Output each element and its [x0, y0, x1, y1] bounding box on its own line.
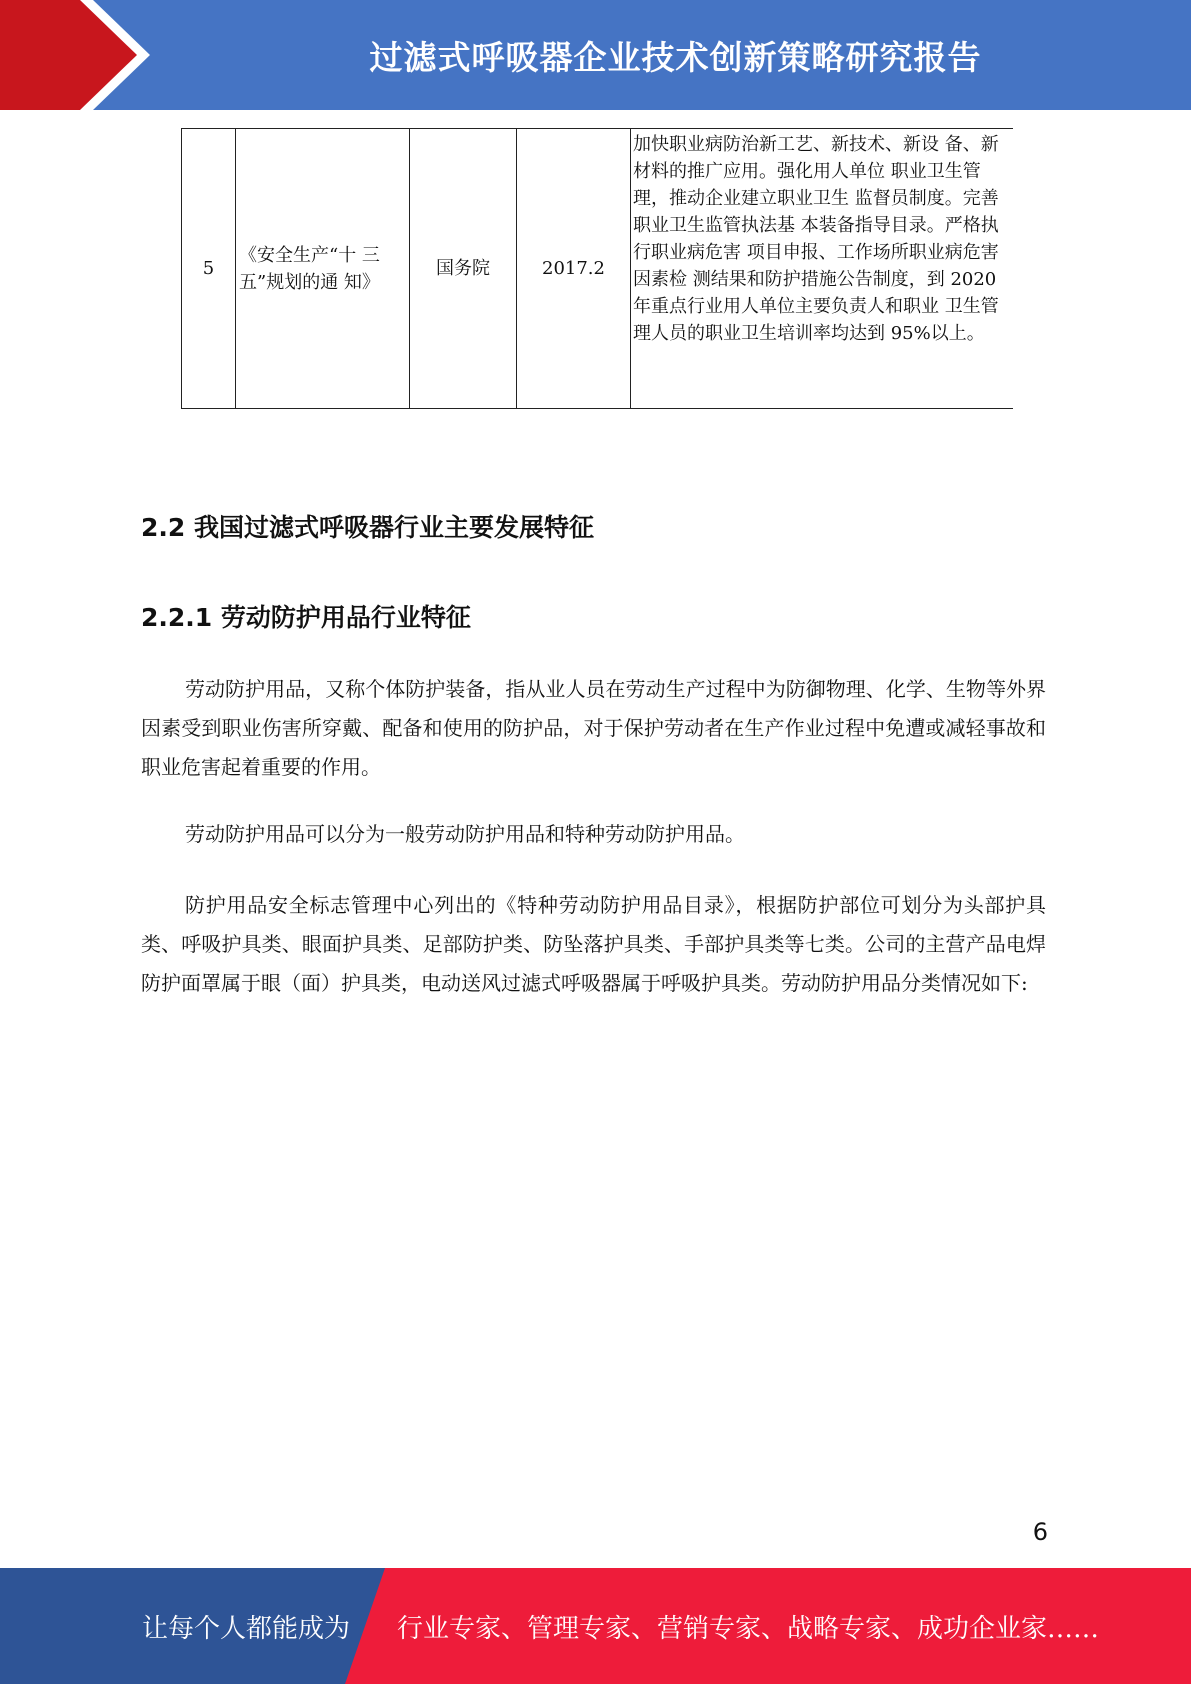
- policy-name: 《安全生产“十 三五”规划的通 知》: [236, 129, 410, 409]
- header-chevron-icon: [0, 0, 160, 110]
- body-paragraph-1: 劳动防护用品，又称个体防护装备，指从业人员在劳动生产过程中为防御物理、化学、生物等外界因素受到职业伤害所穿戴、配备和使用的防护品，对于保护劳动者在生产作业过程中免遭或减轻事故和职业危害起着重要的作用。: [141, 677, 1046, 779]
- page-header: [0, 0, 1191, 110]
- body-paragraph-2: 劳动防护用品可以分为一般劳动防护用品和特种劳动防护用品。: [185, 822, 745, 846]
- footer-slogan-left: 让每个人都能成为: [142, 1613, 351, 1644]
- policy-date: 2017.2: [517, 129, 631, 409]
- table-row: [182, 129, 1013, 409]
- subsection-heading: 2.2.1 劳动防护用品行业特征: [141, 603, 471, 632]
- report-title: 过滤式呼吸器企业技术创新策略研究报告: [369, 37, 982, 77]
- page-number: 6: [1032, 1518, 1048, 1546]
- policy-content: 加快职业病防治新工艺、新技术、新设 备、新材料的推广应用。强化用人单位 职业卫生管理，推动企业建立职业卫生 监督员制度。完善职业卫生监管执法基 本装备指导目录。严格执行职业病危害 项目申报、工作场所职业病危害因素检 测结果和防护措施公告制度，到 2020 年重点行业用人单位主要负责人和职业 卫生管理人员的职业卫生培训率均达到 95%以上。: [631, 129, 1013, 409]
- footer-slogan-right: 行业专家、管理专家、营销专家、战略专家、成功企业家……: [397, 1613, 1100, 1644]
- row-index: 5: [182, 129, 236, 409]
- body-paragraph-3: 防护用品安全标志管理中心列出的《特种劳动防护用品目录》，根据防护部位可划分为头部护具类、呼吸护具类、眼面护具类、足部防护类、防坠落护具类、手部护具类等七类。公司的主营产品电焊防护面罩属于眼（面）护具类，电动送风过滤式呼吸器属于呼吸护具类。劳动防护用品分类情况如下:: [141, 893, 1046, 995]
- section-heading: 2.2 我国过滤式呼吸器行业主要发展特征: [141, 513, 594, 542]
- page-footer: [0, 1568, 1191, 1684]
- policy-table: [181, 128, 1013, 409]
- policy-issuer: 国务院: [410, 129, 517, 409]
